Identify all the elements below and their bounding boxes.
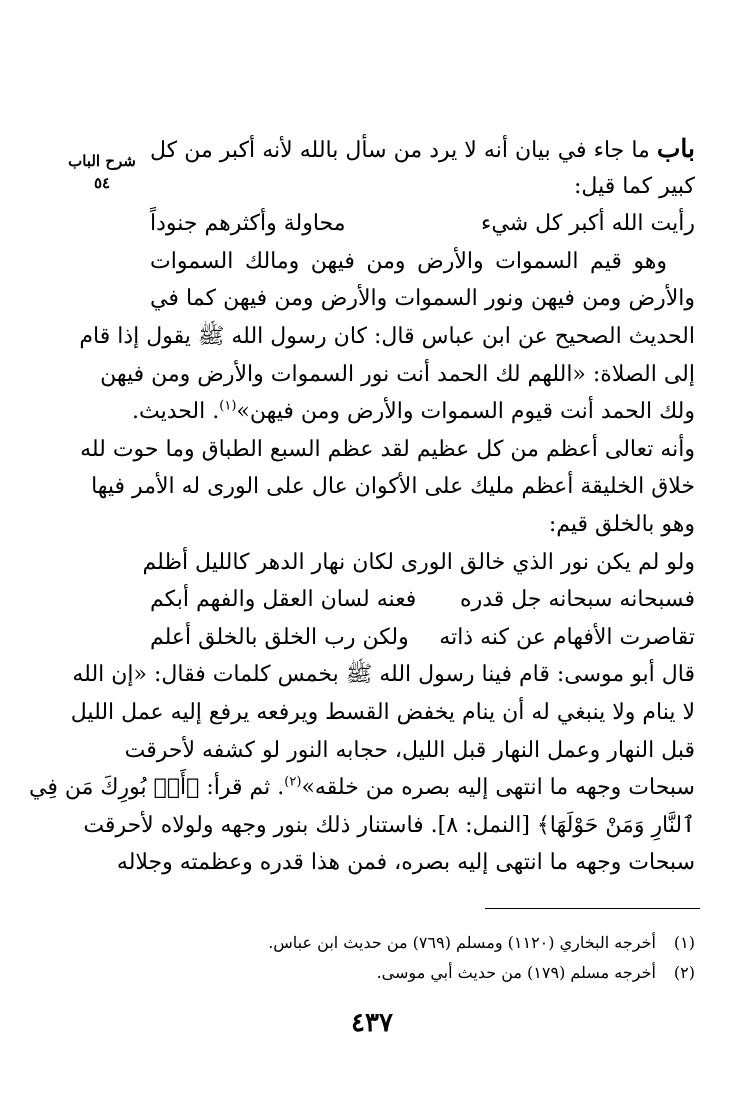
text-line	[150, 168, 695, 206]
text-line	[83, 807, 695, 845]
line-text: ولو لم يكن نور الذي خالق الورى لكان نهار الدهر كالليل أظلم	[142, 549, 695, 575]
footnotes	[150, 928, 695, 988]
footnote-text: أخرجه مسلم (١٧٩) من حديث أبي موسى.	[376, 963, 656, 982]
line-text: والأرض ومن فيهن ونور السموات والأرض ومن فيهن كما في	[150, 286, 695, 312]
text-line	[124, 732, 695, 770]
line-text: ولك الحمد أنت قيوم السموات والأرض ومن فيهن»	[236, 399, 695, 425]
footnote-ref: (٢)	[284, 774, 302, 790]
verse-hemistich: فسبحانه سبحانه جل قدره	[460, 587, 695, 613]
verse-hemistich: محاولة وأكثرهم جنوداً	[150, 211, 346, 237]
verse-hemistich: ولكن رب الخلق بالخلق أعلم	[150, 624, 409, 650]
verse-hemistich: تقاصرت الأفهام عن كنه ذاته	[439, 624, 695, 650]
margin-number: ٥٤	[93, 174, 111, 192]
page-number: ٤٣٧	[351, 1008, 393, 1038]
text-line	[91, 468, 695, 506]
text-line	[80, 431, 695, 469]
verse-line	[150, 205, 695, 243]
text-line	[150, 280, 695, 318]
text-line	[70, 694, 695, 732]
footnote-text: أخرجه البخاري (١١٢٠) ومسلم (٧٦٩) من حديث ابن عباس.	[268, 933, 656, 952]
line-text: سبحات وجهه ما انتهى إليه بصره من خلقه»	[301, 775, 695, 801]
margin-note	[62, 150, 142, 194]
text-line	[29, 769, 695, 807]
line-text: سبحات وجهه ما انتهى إليه بصره، فمن هذا قدره وعظمته وجلاله	[116, 850, 695, 876]
text-line	[142, 544, 695, 582]
footnote-ref: (١)	[219, 398, 237, 414]
footnote-number: (٢)	[673, 963, 695, 982]
footnote	[150, 928, 695, 958]
footnote-divider	[485, 908, 700, 909]
text-line	[150, 130, 695, 168]
line-text: إلى الصلاة: «اللهم لك الحمد أنت نور السموات والأرض ومن فيهن	[100, 361, 695, 387]
line-text: خلاق الخليقة أعظم مليك على الأكوان عال على الورى له الأمر فيها	[91, 474, 695, 500]
line-text: وأنه تعالى أعظم من كل عظيم لقد عظم السبع الطباق وما حوت لله	[80, 436, 695, 462]
margin-title: شرح الباب	[68, 152, 136, 170]
line-text: كبير كما قيل:	[574, 173, 695, 199]
text-line	[150, 506, 695, 544]
line-text: قبل النهار وعمل النهار قبل الليل، حجابه النور لو كشفه لأحرقت	[124, 737, 695, 763]
text-line	[79, 318, 695, 356]
line-text: ٱلنَّارِ وَمَنْ حَوْلَهَا﴾ [النمل: ٨]. فاستنار ذلك بنور وجهه ولولاه لأحرقت	[83, 812, 695, 838]
text-line	[100, 356, 695, 394]
verse-line	[150, 581, 695, 619]
line-text-tail: . ثم قرأ: ﴿أَنۢ بُورِكَ مَن فِي	[29, 775, 285, 801]
line-text: وهو بالخلق قيم:	[548, 511, 695, 537]
verse-hemistich: رأيت الله أكبر كل شيء	[481, 211, 695, 237]
text-line	[116, 844, 695, 882]
text-line	[72, 656, 695, 694]
verse-line	[150, 619, 695, 657]
text-line	[131, 393, 695, 431]
text-line	[150, 243, 695, 281]
line-text: قال أبو موسى: قام فينا رسول الله ﷺ بخمس كلمات فقال: «إن الله	[72, 662, 695, 688]
line-text: ما جاء في بيان أنه لا يرد من سأل بالله لأنه أكبر من كل	[150, 138, 657, 163]
verse-hemistich: فعنه لسان العقل والفهم أبكم	[150, 587, 417, 613]
line-text: وهو قيم السموات والأرض ومن فيهن ومالك السموات	[150, 248, 667, 274]
line-text: لا ينام ولا ينبغي له أن ينام يخفض القسط ويرفعه يرفع إليه عمل الليل	[70, 699, 695, 725]
footnote-number: (١)	[673, 933, 695, 952]
footnote	[150, 958, 695, 988]
chapter-word: باب	[656, 134, 695, 163]
line-text: الحديث الصحيح عن ابن عباس قال: كان رسول الله ﷺ يقول إذا قام	[79, 323, 695, 349]
line-text-tail: . الحديث.	[131, 399, 220, 425]
